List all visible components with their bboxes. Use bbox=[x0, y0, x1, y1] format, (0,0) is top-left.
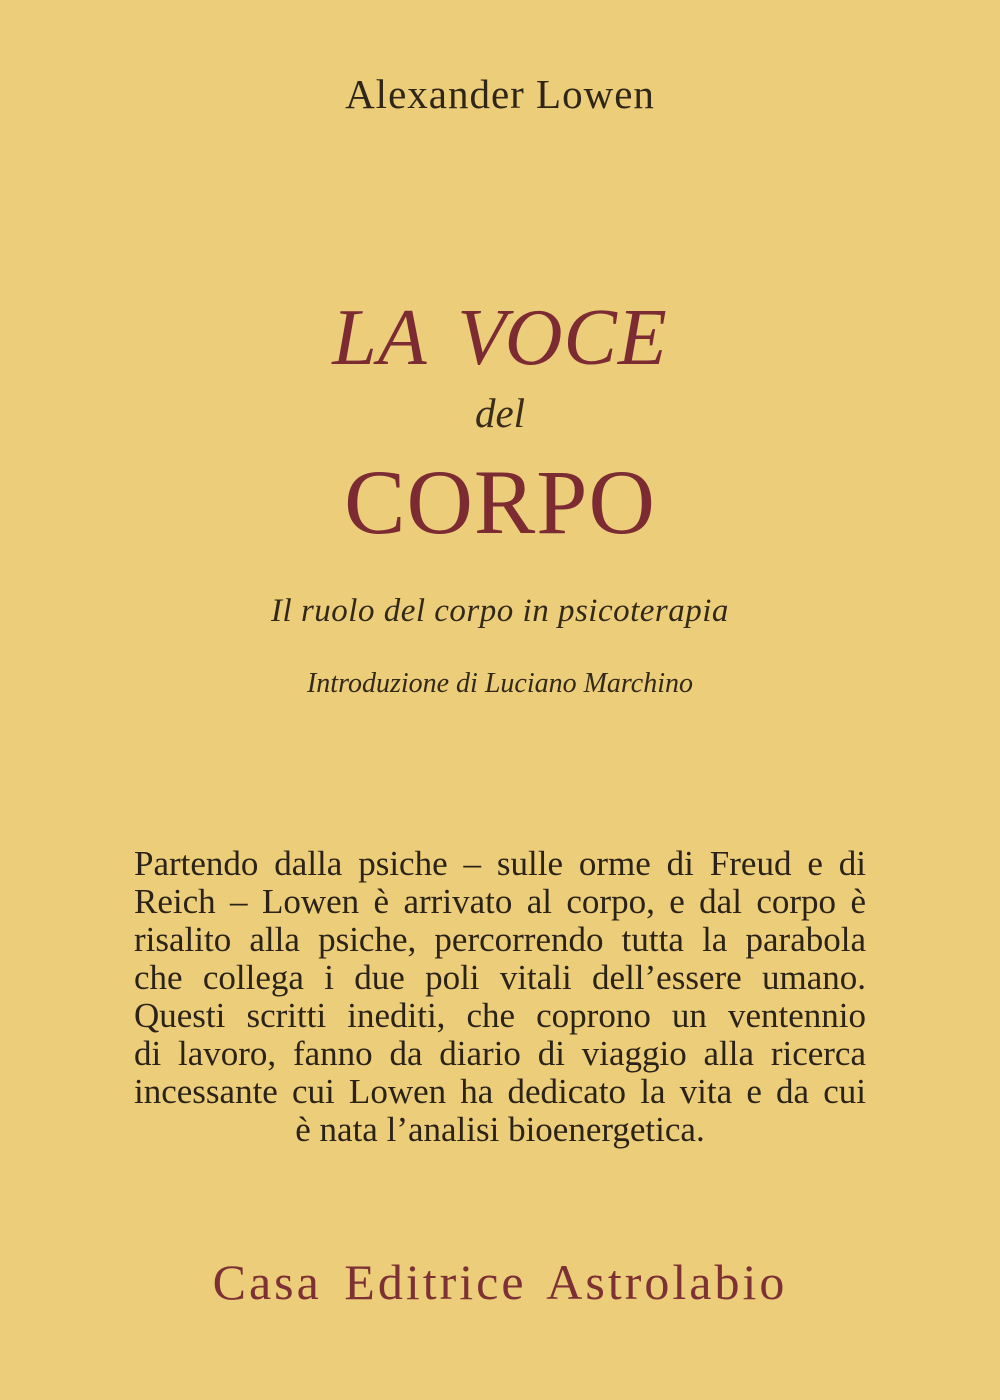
blurb-line: incessante cui Lowen ha dedicato la vita e da cui bbox=[134, 1072, 866, 1111]
blurb-line: Partendo dalla psiche – sulle orme di Freud e di bbox=[134, 844, 866, 883]
title-line-del: del bbox=[474, 390, 526, 436]
author-name: Alexander Lowen bbox=[345, 71, 655, 117]
blurb-line: di lavoro, fanno da diario di viaggio alla ricerca bbox=[134, 1034, 866, 1073]
introduction-credit: Introduzione di Luciano Marchino bbox=[306, 668, 693, 699]
blurb-line: risalito alla psiche, percorrendo tutta la parabola bbox=[134, 920, 866, 959]
blurb-paragraph bbox=[134, 845, 866, 1149]
title-line-la-voce: LA VOCE bbox=[332, 294, 668, 382]
blurb-line: Reich – Lowen è arrivato al corpo, e dal corpo è bbox=[134, 882, 866, 921]
publisher-name: Casa Editrice Astrolabio bbox=[212, 1254, 788, 1310]
subtitle: Il ruolo del corpo in psicoterapia bbox=[271, 593, 729, 629]
blurb-line: che collega i due poli vitali dell’essere umano. bbox=[134, 958, 866, 997]
title-line-corpo: CORPO bbox=[344, 451, 656, 553]
blurb-line: è nata l’analisi bioenergetica. bbox=[295, 1110, 705, 1149]
blurb-line: Questi scritti inediti, che coprono un ventennio bbox=[134, 996, 866, 1035]
